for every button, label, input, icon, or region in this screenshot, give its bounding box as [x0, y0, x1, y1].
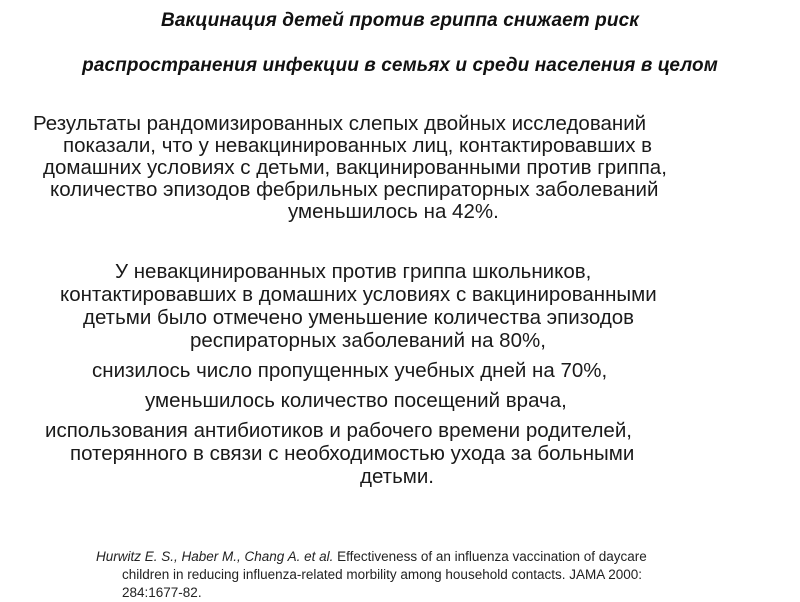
- paragraph-line: домашних условиях с детьми, вакцинированными против гриппа,: [43, 156, 667, 179]
- citation-title: Effectiveness of an influenza vaccination of daycare: [333, 549, 647, 564]
- paragraph-line: количество эпизодов фебрильных респираторных заболеваний: [50, 178, 659, 201]
- slide-title-line-2: распространения инфекции в семьях и среди населения в целом: [82, 55, 718, 76]
- paragraph-line: детьми было отмечено уменьшение количества эпизодов: [83, 306, 635, 329]
- citation-authors: Hurwitz E. S., Haber M., Chang A. et al.: [96, 549, 334, 564]
- paragraph-line: использования антибиотиков и рабочего времени родителей,: [45, 419, 632, 442]
- paragraph-line: показали, что у невакцинированных лиц, контактировавших в: [63, 134, 653, 157]
- citation-line-1: [96, 548, 647, 566]
- paragraph-line: уменьшилось на 42%.: [288, 200, 499, 223]
- citation-line-3: 284:1677-82.: [122, 585, 202, 600]
- paragraph-line: У невакцинированных против гриппа школьников,: [115, 260, 592, 283]
- paragraph-line: респираторных заболеваний на 80%,: [190, 329, 546, 352]
- slide-title-line-1: Вакцинация детей против гриппа снижает риск: [161, 10, 639, 31]
- paragraph-line: снизилось число пропущенных учебных дней на 70%,: [92, 359, 608, 382]
- paragraph-line: уменьшилось количество посещений врача,: [145, 389, 567, 412]
- paragraph-line: контактировавших в домашних условиях с вакцинированными: [60, 283, 657, 306]
- citation-line-2: children in reducing influenza-related morbility among household contacts. JAMA 2000:: [122, 567, 643, 582]
- paragraph-line: Результаты рандомизированных слепых двойных исследований: [33, 112, 647, 135]
- paragraph-line: потерянного в связи с необходимостью ухода за больными: [70, 442, 635, 465]
- paragraph-line: детьми.: [360, 465, 434, 488]
